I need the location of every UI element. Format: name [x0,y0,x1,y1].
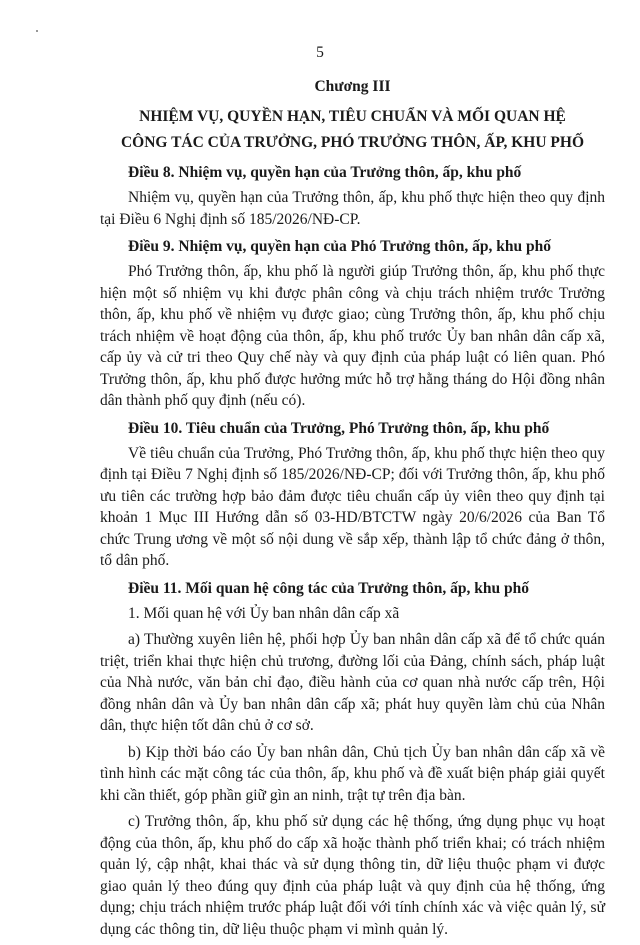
article-paragraph: Nhiệm vụ, quyền hạn của Trưởng thôn, ấp, khu phố thực hiện theo quy định tại Điều 6 Nghị định số 185/2026/NĐ-CP. [100,189,605,228]
article-9 [100,236,605,412]
article-paragraph: c) Trưởng thôn, ấp, khu phố sử dụng các hệ thống, ứng dụng phục vụ hoạt động của thôn, ấp, khu phố do cấp xã hoặc thành phố triển khai; có trách nhiệm quản lý, cập nhật, khai thác và sử dụng thông tin, dữ liệu thuộc phạm vi được giao quản lý theo đúng quy định của pháp luật và quy định của hệ thống, ứng dụng; chịu trách nhiệm trước pháp luật đối với tính chính xác và việc quản lý, sử dụng các thông tin, dữ liệu thuộc phạm vi mình quản lý. [100,813,605,938]
article-paragraph: a) Thường xuyên liên hệ, phối hợp Ủy ban nhân dân cấp xã để tổ chức quán triệt, triển khai thực hiện chủ trương, đường lối của Đảng, chính sách, pháp luật của Nhà nước, văn bản chỉ đạo, điều hành của cơ quan nhà nước cấp trên, Hội đồng nhân dân và Ủy ban nhân dân cấp xã; phát huy quyền làm chủ của Nhân dân, thực hiện tốt dân chủ ở cơ sở. [100,631,605,734]
article-paragraph: Về tiêu chuẩn của Trưởng, Phó Trưởng thôn, ấp, khu phố thực hiện theo quy định tại Điều 7 Nghị định số 185/2026/NĐ-CP; đối với Trưởng thôn, ấp, khu phố ưu tiên các trường hợp bảo đảm được tiêu chuẩn cấp ủy viên theo quy định tại khoản 1 Mục III Hướng dẫn số 03-HD/BTCTW ngày 20/6/2026 của Ban Tổ chức Trung ương về một số nội dung về sắp xếp, thành lập tổ chức đảng ở thôn, tổ dân phố. [100,444,605,569]
article-title: Điều 11. Mối quan hệ công tác của Trưởng thôn, ấp, khu phố [128,579,530,597]
article-title: Điều 10. Tiêu chuẩn của Trưởng, Phó Trưởng thôn, ấp, khu phố [128,419,550,437]
article-10 [100,418,605,572]
article-8 [100,162,605,230]
chapter-title [100,104,605,156]
article-paragraph: 1. Mối quan hệ với Ủy ban nhân dân cấp xã [128,604,400,622]
article-title: Điều 8. Nhiệm vụ, quyền hạn của Trưởng thôn, ấp, khu phố [128,164,522,181]
article-title: Điều 9. Nhiệm vụ, quyền hạn của Phó Trưởng thôn, ấp, khu phố [128,238,552,255]
chapter-heading: Chương III [314,78,391,95]
chapter-title-line-2: CÔNG TÁC CỦA TRƯỞNG, PHÓ TRƯỞNG THÔN, ẤP, KHU PHỐ [120,134,585,151]
article-paragraph: b) Kịp thời báo cáo Ủy ban nhân dân, Chủ tịch Ủy ban nhân dân cấp xã về tình hình các mặt công tác của thôn, ấp, khu phố và đề xuất biện pháp giải quyết khi cần thiết, góp phần giữ gìn an ninh, trật tự trên địa bàn. [100,743,605,804]
scan-speck [36,30,38,32]
article-11 [100,578,605,941]
chapter-title-line-1: NHIỆM VỤ, QUYỀN HẠN, TIÊU CHUẨN VÀ MỐI QUAN HỆ [139,108,566,125]
article-paragraph: Phó Trưởng thôn, ấp, khu phố là người giúp Trưởng thôn, ấp, khu phố thực hiện một số nhiệm vụ khi được phân công và chịu trách nhiệm trước Trưởng thôn, ấp, khu phố về nhiệm vụ được giao; cùng Trưởng thôn, ấp, khu phố chịu trách nhiệm về hoạt động của thôn, ấp, khu phố trước Ủy ban nhân dân cấp xã, cấp ủy và cử tri theo Quy chế này và quy định của pháp luật có liên quan. Phó Trưởng thôn, ấp, khu phố được hưởng mức hỗ trợ hằng tháng do Hội đồng nhân dân thành phố quy định (nếu có). [100,263,605,409]
document-body [100,76,605,945]
page-number: 5 [316,44,324,61]
